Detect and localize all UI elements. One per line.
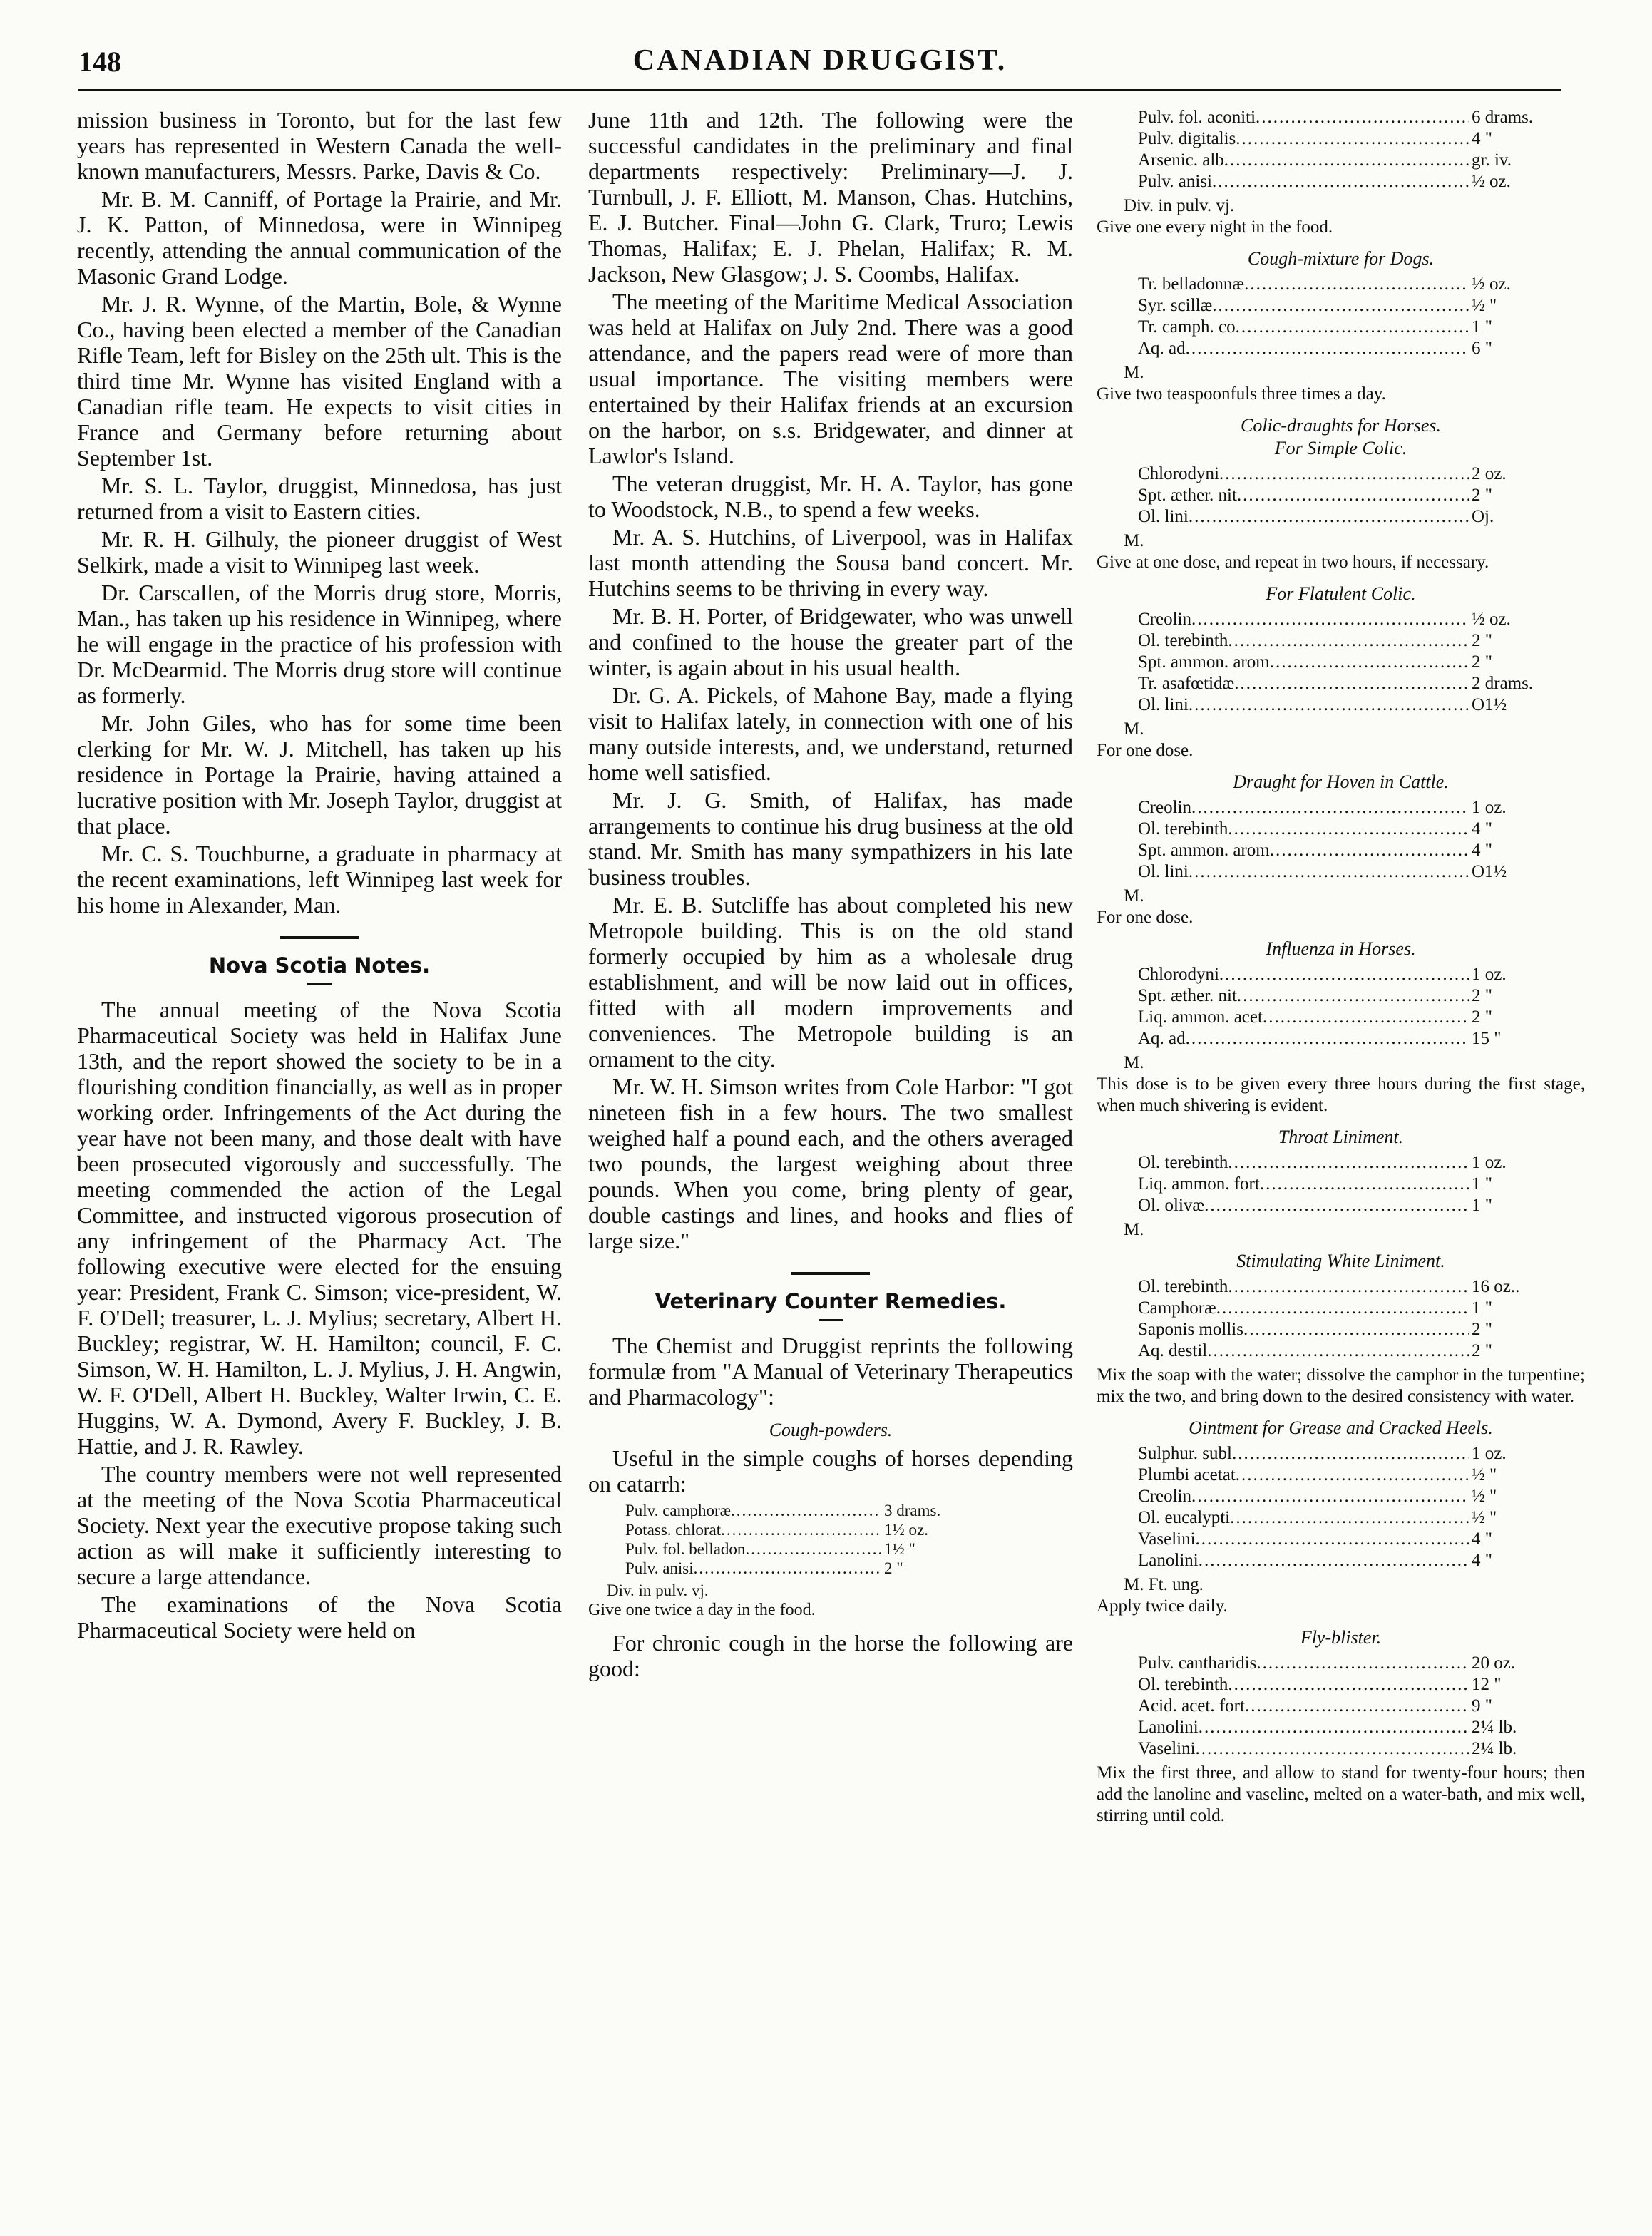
recipe-line bbox=[1138, 128, 1537, 150]
paragraph: The meeting of the Maritime Medical Association was held at Halifax on July 2nd. There was a good attendance, and the papers read were of more than usual importance. The visiting members were entertained by their Halifax friends at an excursion on the harbor, on s.s. Bridgewater, and dinner at Lawlor's Island. bbox=[588, 289, 1073, 468]
recipe-line bbox=[1138, 1319, 1537, 1340]
recipe-division: Div. in pulv. vj. bbox=[1124, 196, 1235, 215]
recipe-mix: M. bbox=[1124, 363, 1144, 382]
ingredient: Spt. æther. nit bbox=[1138, 986, 1237, 1005]
recipe-mix: M. bbox=[1124, 1053, 1144, 1072]
quantity: 2 drams. bbox=[1472, 674, 1534, 693]
recipe-note: For one dose. bbox=[1097, 741, 1194, 760]
ingredient: Lanolini bbox=[1138, 1551, 1199, 1570]
recipe-title: For Flatulent Colic. bbox=[1266, 583, 1416, 604]
ingredient: Tr. belladonnæ bbox=[1138, 275, 1245, 294]
recipe-line bbox=[1138, 1298, 1537, 1319]
ingredient: Ol. terebinth bbox=[1138, 631, 1228, 650]
quantity: 1 " bbox=[1472, 1298, 1492, 1318]
recipe-subtitle: For Simple Colic. bbox=[1274, 438, 1407, 458]
quantity: 2 " bbox=[1472, 631, 1492, 650]
recipe-line bbox=[1138, 1507, 1537, 1529]
recipe-line bbox=[625, 1559, 950, 1578]
ingredient: Chlorodyni bbox=[1138, 464, 1219, 483]
ingredient: Plumbi acetat bbox=[1138, 1465, 1236, 1484]
ingredient: Pulv. digitalis bbox=[1138, 129, 1236, 148]
paragraph: The Chemist and Druggist reprints the following formulæ from "A Manual of Veterinary Therapeutics and Pharmacology": bbox=[588, 1333, 1073, 1410]
ingredient: Creolin bbox=[1138, 1487, 1191, 1506]
quantity: O1½ bbox=[1472, 695, 1507, 714]
ingredient: Tr. camph. co bbox=[1138, 317, 1236, 337]
quantity: O1½ bbox=[1472, 862, 1507, 881]
recipe-line bbox=[1138, 609, 1537, 630]
recipe-note: For one dose. bbox=[1097, 908, 1194, 927]
recipe-line bbox=[1138, 107, 1537, 128]
paragraph: Mr. A. S. Hutchins, of Liverpool, was in Halifax last month attending the Sousa band concert. Mr. Hutchins seems to be thriving in every way. bbox=[588, 524, 1073, 601]
ingredient: Camphoræ bbox=[1138, 1298, 1216, 1318]
recipe-line bbox=[1138, 1696, 1537, 1717]
ingredient: Syr. scillæ bbox=[1138, 296, 1213, 315]
recipe-line bbox=[1138, 506, 1537, 528]
recipe-list bbox=[1138, 463, 1537, 528]
paragraph: Mr. S. L. Taylor, druggist, Minnedosa, has just returned from a visit to Eastern cities. bbox=[77, 473, 562, 524]
quantity: ½ " bbox=[1472, 1487, 1497, 1506]
recipe-list bbox=[1138, 1276, 1537, 1362]
ingredient: Pulv. camphoræ bbox=[625, 1502, 731, 1519]
ingredient: Arsenic. alb bbox=[1138, 150, 1224, 170]
recipe-title: Cough-powders. bbox=[769, 1420, 893, 1440]
ingredient: Ol. lini bbox=[1138, 862, 1189, 881]
quantity: 1 " bbox=[1472, 1174, 1492, 1194]
quantity: 1 " bbox=[1472, 317, 1492, 337]
ingredient: Liq. ammon. acet bbox=[1138, 1007, 1263, 1027]
quantity: 1½ oz. bbox=[884, 1521, 928, 1539]
ingredient: Aq. destil bbox=[1138, 1341, 1208, 1360]
paragraph: Mr. W. H. Simson writes from Cole Harbor: "I got nineteen fish in a few hours. The two smallest weighed half a pound each, and the others averaged two pounds, the largest weighing about three pounds. When you come, bring plenty of gear, double castings and lines, and hooks and flies of large size." bbox=[588, 1074, 1073, 1253]
ingredient: Tr. asafœtidæ bbox=[1138, 674, 1235, 693]
recipe-line bbox=[1138, 652, 1537, 673]
recipe-list bbox=[1138, 964, 1537, 1050]
paragraph: Mr. J. G. Smith, of Halifax, has made arrangements to continue his drug business at the old stand. Mr. Smith has many sympathizers in his late business troubles. bbox=[588, 787, 1073, 890]
quantity: 1 oz. bbox=[1472, 1153, 1507, 1172]
quantity: 2¼ lb. bbox=[1472, 1718, 1517, 1737]
quantity: ½ oz. bbox=[1472, 275, 1511, 294]
section-divider bbox=[791, 1272, 870, 1275]
recipe-line bbox=[1138, 1717, 1537, 1738]
quantity: 16 oz.. bbox=[1472, 1277, 1520, 1296]
ingredient: Spt. ammon. arom bbox=[1138, 652, 1270, 672]
recipe-line bbox=[1138, 797, 1537, 819]
paragraph: June 11th and 12th. The following were the successful candidates in the preliminary and final departments respectively: Preliminary—J. J. Turnbull, J. F. Elliott, M. Manson, Chas. Hutchins, E. J. Butcher. Final—John G. Clark, Truro; Lewis Thomas, Halifax; E. J. Phelan, Halifax; R. M. Jackson, New Glasgow; J. S. Coombs, Halifax. bbox=[588, 107, 1073, 287]
section-heading: Nova Scotia Notes. bbox=[208, 953, 431, 978]
recipe-mix: M. bbox=[1124, 719, 1144, 739]
ingredient: Acid. acet. fort bbox=[1138, 1696, 1245, 1716]
recipe-line bbox=[1138, 861, 1537, 883]
recipe-list bbox=[1138, 1653, 1537, 1760]
paragraph: mission business in Toronto, but for the last few years has represented in Western Canada the well-known manufacturers, Messrs. Parke, Davis & Co. bbox=[77, 107, 562, 184]
quantity: ½ " bbox=[1472, 296, 1497, 315]
recipe-line bbox=[1138, 985, 1537, 1007]
recipe-note: Apply twice daily. bbox=[1097, 1596, 1228, 1616]
recipe-mix: M. bbox=[1124, 531, 1144, 550]
recipe-list bbox=[625, 1501, 950, 1578]
recipe-title: Ointment for Grease and Cracked Heels. bbox=[1189, 1417, 1493, 1438]
recipe-list bbox=[1138, 107, 1537, 193]
ingredient: Saponis mollis bbox=[1138, 1320, 1243, 1339]
recipe-line bbox=[1138, 463, 1537, 485]
ingredient: Pulv. cantharidis bbox=[1138, 1653, 1257, 1673]
quantity: 2 oz. bbox=[1472, 464, 1507, 483]
recipe-title: Cough-mixture for Dogs. bbox=[1247, 248, 1435, 269]
recipe-line bbox=[1138, 150, 1537, 171]
recipe-line bbox=[1138, 819, 1537, 840]
quantity: 1½ " bbox=[884, 1540, 915, 1558]
quantity: 12 " bbox=[1472, 1675, 1502, 1694]
paragraph: Useful in the simple coughs of horses depending on catarrh: bbox=[588, 1445, 1073, 1497]
quantity: ½ " bbox=[1472, 1465, 1497, 1484]
recipe-note: Give one twice a day in the food. bbox=[588, 1601, 816, 1619]
recipe-line bbox=[1138, 1028, 1537, 1050]
paragraph: Mr. R. H. Gilhuly, the pioneer druggist of West Selkirk, made a visit to Winnipeg last week. bbox=[77, 526, 562, 578]
quantity: 3 drams. bbox=[884, 1502, 941, 1519]
quantity: gr. iv. bbox=[1472, 150, 1512, 170]
ingredient: Sulphur. subl bbox=[1138, 1444, 1232, 1463]
ingredient: Ol. terebinth bbox=[1138, 1277, 1228, 1296]
recipe-title: Stimulating White Liniment. bbox=[1236, 1251, 1445, 1271]
recipe-line bbox=[1138, 317, 1537, 338]
paragraph: Mr. B. H. Porter, of Bridgewater, who was unwell and confined to the house the greater part of the winter, is again about in his usual health. bbox=[588, 603, 1073, 680]
ingredient: Aq. ad bbox=[1138, 339, 1186, 358]
quantity: 4 " bbox=[1472, 819, 1492, 838]
ingredient: Vaselini bbox=[1138, 1739, 1196, 1758]
ingredient: Spt. æther. nit bbox=[1138, 486, 1237, 505]
recipe-title: Influenza in Horses. bbox=[1266, 938, 1416, 959]
recipe-line bbox=[1138, 338, 1537, 359]
recipe-line bbox=[1138, 1195, 1537, 1216]
recipe-line bbox=[1138, 295, 1537, 317]
paragraph: Mr. J. R. Wynne, of the Martin, Bole, & Wynne Co., having been elected a member of the Canadian Rifle Team, left for Bisley on the 25th ult. This is the third time Mr. Wynne has visited England with a Canadian rifle team. He expects to visit cities in France and Germany before returning about September 1st. bbox=[77, 291, 562, 471]
quantity: 1 oz. bbox=[1472, 798, 1507, 817]
quantity: 2 " bbox=[1472, 486, 1492, 505]
paragraph: The veteran druggist, Mr. H. A. Taylor, has gone to Woodstock, N.B., to spend a few weeks. bbox=[588, 471, 1073, 522]
paragraph: Mr. E. B. Sutcliffe has about completed his new Metropole building. This is on the old stand formerly occupied by him as a wholesale drug establishment, and will be now laid out in offices, fitted with all modern improvements and conveniences. The Metropole building is an ornament to the city. bbox=[588, 892, 1073, 1072]
recipe-line bbox=[625, 1520, 950, 1539]
recipe-line bbox=[625, 1501, 950, 1520]
recipe-line bbox=[1138, 1152, 1537, 1174]
paragraph: The country members were not well represented at the meeting of the Nova Scotia Pharmaceutical Society. Next year the executive propose taking such action as will make it sufficiently interesting to secure a large attendance. bbox=[77, 1461, 562, 1589]
ingredient: Creolin bbox=[1138, 610, 1191, 629]
recipe-mix: M. bbox=[1124, 1220, 1144, 1239]
recipe-line bbox=[1138, 673, 1537, 694]
recipe-line bbox=[1138, 964, 1537, 985]
ingredient: Pulv. anisi bbox=[625, 1559, 694, 1577]
quantity: 2¼ lb. bbox=[1472, 1739, 1517, 1758]
quantity: ½ oz. bbox=[1472, 172, 1511, 191]
ingredient: Ol. eucalypti bbox=[1138, 1508, 1231, 1527]
quantity: 20 oz. bbox=[1472, 1653, 1516, 1673]
heading-rule bbox=[307, 983, 332, 985]
ingredient: Pulv. fol. belladon bbox=[625, 1540, 746, 1558]
section-divider bbox=[280, 936, 359, 939]
recipe-line bbox=[1138, 1007, 1537, 1028]
quantity: 9 " bbox=[1472, 1696, 1492, 1716]
recipe-line bbox=[1138, 1174, 1537, 1195]
recipe-line bbox=[1138, 1443, 1537, 1465]
recipe-mix: M. Ft. ung. bbox=[1124, 1575, 1204, 1594]
recipe-line bbox=[1138, 1653, 1537, 1674]
quantity: 6 " bbox=[1472, 339, 1492, 358]
recipe-note: This dose is to be given every three hours during the first stage, when much shivering is evident. bbox=[1097, 1075, 1585, 1115]
recipe-line bbox=[1138, 1550, 1537, 1571]
ingredient: Pulv. fol. aconiti bbox=[1138, 108, 1256, 127]
recipe-line bbox=[1138, 1276, 1537, 1298]
recipe-mix: M. bbox=[1124, 886, 1144, 906]
ingredient: Lanolini bbox=[1138, 1718, 1199, 1737]
recipe-note: Mix the first three, and allow to stand for twenty-four hours; then add the lanoline and vaseline, melted on a water-bath, and mix well, stirring until cold. bbox=[1097, 1763, 1585, 1825]
ingredient: Ol. terebinth bbox=[1138, 1153, 1228, 1172]
paragraph: The annual meeting of the Nova Scotia Pharmaceutical Society was held in Halifax June 13th, and the report showed the society to be in a flourishing condition financially, as well as in proper working order. Infringements of the Act during the year have not been many, and those dealt with have been prosecuted vigorously and successfully. The meeting commended the action of the Legal Committee, and instructed vigorous prosecution of any infringement of the Pharmacy Act. The following executive were elected for the ensuing year: President, Frank C. Simson; vice-president, W. F. O'Dell; treasurer, L. J. Mylius; secretary, Albert H. Buckley; registrar, W. H. Hamilton; council, F. C. Simson, W. H. Hamilton, L. J. Mylius, J. H. Angwin, W. F. O'Dell, Albert H. Buckley, Walter Irwin, C. E. Huggins, W. A. Dymond, Avery F. Buckley, J. B. Hattie, and J. R. Rawley. bbox=[77, 997, 562, 1459]
heading-rule bbox=[819, 1319, 843, 1321]
recipe-division: Div. in pulv. vj. bbox=[607, 1581, 709, 1599]
ingredient: Potass. chlorat bbox=[625, 1521, 722, 1539]
ingredient: Vaselini bbox=[1138, 1529, 1196, 1549]
paragraph: Mr. B. M. Canniff, of Portage la Prairie, and Mr. J. K. Patton, of Minnedosa, were in Winnipeg recently, attending the annual communication of the Masonic Grand Lodge. bbox=[77, 186, 562, 289]
recipe-line bbox=[1138, 1486, 1537, 1507]
recipe-line bbox=[1138, 171, 1537, 193]
ingredient: Aq. ad bbox=[1138, 1029, 1186, 1048]
quantity: ½ " bbox=[1472, 1508, 1497, 1527]
recipe-note: Mix the soap with the water; dissolve the camphor in the turpentine; mix the two, and bring down to the desired consistency with water. bbox=[1097, 1365, 1585, 1406]
recipe-line bbox=[1138, 274, 1537, 295]
recipe-line bbox=[1138, 1738, 1537, 1760]
quantity: 15 " bbox=[1472, 1029, 1502, 1048]
recipe-line bbox=[1138, 1340, 1537, 1362]
recipe-line bbox=[1138, 485, 1537, 506]
recipe-title: Fly-blister. bbox=[1300, 1627, 1382, 1648]
quantity: 2 " bbox=[1472, 986, 1492, 1005]
column-1 bbox=[77, 107, 562, 2217]
column-3 bbox=[1097, 107, 1585, 2217]
recipe-line bbox=[1138, 694, 1537, 716]
paragraph: The examinations of the Nova Scotia Pharmaceutical Society were held on bbox=[77, 1591, 562, 1643]
quantity: 6 drams. bbox=[1472, 108, 1534, 127]
recipe-title: Throat Liniment. bbox=[1278, 1127, 1404, 1147]
paragraph: Mr. John Giles, who has for some time been clerking for Mr. W. J. Mitchell, has taken up his residence in Portage la Prairie, having attained a lucrative position with Mr. Joseph Taylor, druggist at that place. bbox=[77, 710, 562, 838]
header-rule bbox=[78, 89, 1561, 91]
quantity: ½ oz. bbox=[1472, 610, 1511, 629]
quantity: 4 " bbox=[1472, 841, 1492, 860]
quantity: 2 " bbox=[1472, 652, 1492, 672]
quantity: 4 " bbox=[1472, 1551, 1492, 1570]
journal-title: CANADIAN DRUGGIST. bbox=[632, 44, 1007, 77]
recipe-line bbox=[1138, 1529, 1537, 1550]
recipe-note: Give two teaspoonfuls three times a day. bbox=[1097, 384, 1386, 404]
quantity: 1 oz. bbox=[1472, 1444, 1507, 1463]
paragraph: For chronic cough in the horse the following are good: bbox=[588, 1630, 1073, 1681]
quantity: Oj. bbox=[1472, 507, 1494, 526]
recipe-list bbox=[1138, 274, 1537, 359]
page-number: 148 bbox=[78, 46, 121, 78]
column-2 bbox=[588, 107, 1073, 2217]
ingredient: Ol. lini bbox=[1138, 695, 1189, 714]
paragraph: Dr. G. A. Pickels, of Mahone Bay, made a flying visit to Halifax lately, in connection with one of his many outside interests, and, we understand, returned home well satisfied. bbox=[588, 682, 1073, 785]
ingredient: Pulv. anisi bbox=[1138, 172, 1212, 191]
page-header bbox=[78, 39, 1561, 89]
ingredient: Liq. ammon. fort bbox=[1138, 1174, 1260, 1194]
ingredient: Ol. olivæ bbox=[1138, 1196, 1205, 1215]
quantity: 2 " bbox=[1472, 1007, 1492, 1027]
recipe-list bbox=[1138, 797, 1537, 883]
recipe-title: Colic-draughts for Horses. bbox=[1241, 415, 1441, 436]
quantity: 1 oz. bbox=[1472, 965, 1507, 984]
quantity: 4 " bbox=[1472, 129, 1492, 148]
paragraph: Mr. C. S. Touchburne, a graduate in pharmacy at the recent examinations, left Winnipeg last week for his home in Alexander, Man. bbox=[77, 841, 562, 918]
quantity: 4 " bbox=[1472, 1529, 1492, 1549]
quantity: 2 " bbox=[1472, 1320, 1492, 1339]
recipe-list bbox=[1138, 609, 1537, 716]
ingredient: Creolin bbox=[1138, 798, 1191, 817]
recipe-list bbox=[1138, 1152, 1537, 1216]
ingredient: Chlorodyni bbox=[1138, 965, 1219, 984]
recipe-line bbox=[1138, 840, 1537, 861]
ingredient: Spt. ammon. arom bbox=[1138, 841, 1270, 860]
quantity: 1 " bbox=[1472, 1196, 1492, 1215]
recipe-list bbox=[1138, 1443, 1537, 1571]
quantity: 2 " bbox=[1472, 1341, 1492, 1360]
ingredient: Ol. lini bbox=[1138, 507, 1189, 526]
section-heading: Veterinary Counter Remedies. bbox=[655, 1289, 1007, 1313]
recipe-note: Give one every night in the food. bbox=[1097, 217, 1333, 237]
recipe-title: Draught for Hoven in Cattle. bbox=[1233, 771, 1449, 792]
ingredient: Ol. terebinth bbox=[1138, 1675, 1228, 1694]
quantity: 2 " bbox=[884, 1559, 903, 1577]
recipe-line bbox=[1138, 1465, 1537, 1486]
ingredient: Ol. terebinth bbox=[1138, 819, 1228, 838]
recipe-line bbox=[1138, 630, 1537, 652]
recipe-note: Give at one dose, and repeat in two hours, if necessary. bbox=[1097, 553, 1489, 572]
recipe-line bbox=[625, 1539, 950, 1559]
paragraph: Dr. Carscallen, of the Morris drug store, Morris, Man., has taken up his residence in Winnipeg, where he will engage in the practice of his profession with Dr. McDearmid. The Morris drug store will continue as formerly. bbox=[77, 580, 562, 708]
recipe-line bbox=[1138, 1674, 1537, 1696]
